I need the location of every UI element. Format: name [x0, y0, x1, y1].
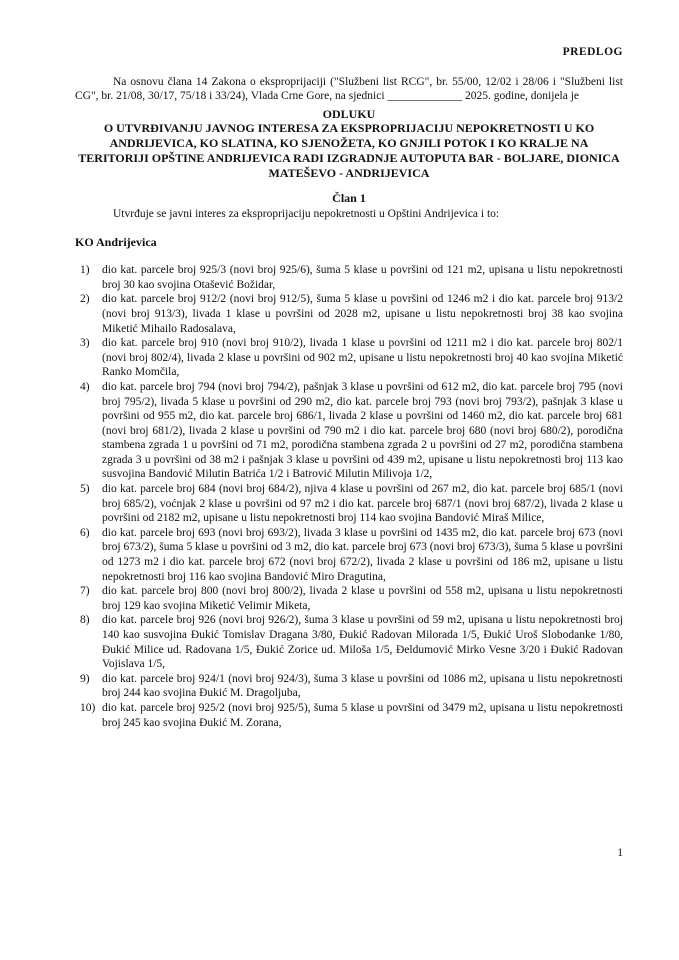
item-text: dio kat. parcele broj 924/1 (novi broj 924/3), šuma 3 klase u površini od 1086 m2, upisana u listu nepokretnosti broj 244 kao svojina Đukić M. Dragoljuba, [102, 672, 623, 700]
parcel-item [80, 584, 623, 613]
item-text: dio kat. parcele broj 684 (novi broj 684/2), njiva 4 klase u površini od 267 m2, dio kat. parcele broj 685/1 (novi broj 685/2), voćnjak 2 klase u površini od 97 m2 i dio kat. parcele broj 687/1 (novi broj 687/2), livada 2 klase u površini od 2182 m2, upisane u listu nepokretnosti broj 114 kao svojina Bandović Miraš Milice, [102, 483, 623, 525]
parcel-item [80, 613, 623, 671]
item-number: 8) [80, 614, 90, 627]
intro-paragraph: Na osnovu člana 14 Zakona o eksproprijaciji ("Službeni list RCG", br. 55/00, 12/02 i 28/06 i "Službeni list CG", br. 21/08, 30/17, 75/18 i 33/24), Vlada Crne Gore, na sjednici _____________ 2025. godine, donijela je [75, 75, 623, 103]
item-text: dio kat. parcele broj 794 (novi broj 794/2), pašnjak 3 klase u površini od 612 m2, dio kat. parcele broj 795 (novi broj 795/2), livada 5 klase u površini od 290 m2, dio kat. parcele broj 793 (novi broj 793/2), pašnjak 3 klase u površini od 955 m2, dio kat. parcele broj 686/1, livada 2 klase u površini od 1460 m2, dio kat. parcele broj 681 (novi broj 681/2), livada 2 klase u površini od 790 m2 i dio kat. parcele broj 680 (novi broj 680/2), porodična stambena zgrada 1 u površini od 71 m2, porodična stambena zgrada 2 u površini od 27 m2, porodična stambena zgrada 3 u površini od 38 m2 i pašnjak 3 klase u površini od 439 m2, upisane u listu nepokretnosti broj 113 kao susvojina Bandović Milutin Batrića 1/2 i Batrović Milutin Milivoja 1/2, [102, 380, 623, 481]
item-number: 10) [80, 701, 96, 714]
parcel-item [80, 380, 623, 482]
decision-title: ODLUKU [322, 106, 376, 121]
item-text: dio kat. parcele broj 910 (novi broj 910/2), livada 1 klase u površini od 1211 m2 i dio kat. parcele broj 802/1 (novi broj 802/4), livada 2 klase u površini od 902 m2, upisane u listu nepokretnosti broj 40 kao svojina Miketić Ranko Momčila, [102, 337, 623, 379]
parcel-item [80, 336, 623, 380]
parcel-item [80, 263, 623, 292]
parcel-item [80, 292, 623, 336]
item-text: dio kat. parcele broj 912/2 (novi broj 912/5), šuma 5 klase u površini od 1246 m2 i dio kat. parcele broj 913/2 (novi broj 913/3), livada 1 klase u površini od 2028 m2, upisane u listu nepokretnosti broj 38 kao svojina Miketić Mihailo Radosalava, [102, 293, 623, 335]
item-number: 9) [80, 672, 90, 685]
parcel-item [80, 482, 623, 526]
item-number: 1) [80, 264, 90, 277]
parcel-item [80, 701, 623, 730]
item-number: 2) [80, 293, 90, 306]
item-number: 7) [80, 585, 90, 598]
document-label: PREDLOG [562, 46, 623, 58]
parcel-list [75, 263, 623, 730]
item-number: 5) [80, 483, 90, 496]
page-number: 1 [617, 847, 623, 859]
item-text: dio kat. parcele broj 925/3 (novi broj 925/6), šuma 5 klase u površini od 121 m2, upisana u listu nepokretnosti broj 30 kao svojina Otašević Božidar, [102, 264, 623, 291]
item-text: dio kat. parcele broj 693 (novi broj 693/2), livada 3 klase u površini od 1435 m2, dio kat. parcele broj 673 (novi broj 673/2), šuma 5 klase u površini od 3 m2, dio kat. parcele broj 673 (novi broj 673/3), šuma 5 klase u površini od 1273 m2 i dio kat. parcele broj 672 (novi broj 672/2), livada 2 klase u površini od 186 m2, upisane u listu nepokretnosti broj 116 kao svojina Bandović Miro Dragutina, [102, 526, 623, 583]
parcel-item [80, 526, 623, 584]
parcel-item [80, 672, 623, 701]
item-text: dio kat. parcele broj 800 (novi broj 800/2), livada 2 klase u površini od 558 m2, upisana u listu nepokretnosti broj 129 kao svojina Miketić Velimir Miketa, [102, 585, 623, 612]
item-number: 3) [80, 337, 90, 350]
article-intro-paragraph: Utvrđuje se javni interes za eksproprijaciju nepokretnosti u Opštini Andrijevica i to: [113, 207, 500, 220]
decision-subtitle: O UTVRĐIVANJU JAVNOG INTERESA ZA EKSPROPRIJACIJU NEPOKRETNOSTI U KO ANDRIJEVICA, KO SLATINA, KO SJENOŽETA, KO GNJILI POTOK I KO KRALJE NA TERITORIJI OPŠTINE ANDRIJEVICA RADI IZGRADNJE AUTOPUTA BAR - BOLJARE, DIONICA MATEŠEVO - ANDRIJEVICA [78, 121, 620, 181]
item-text: dio kat. parcele broj 926 (novi broj 926/2), šuma 3 klase u površini od 59 m2, upisana u listu nepokretnosti broj 140 kao susvojina Đukić Tomislav Dragana 3/80, Đukić Radovan Milorada 1/5, Đukić Uroš Slobodanke 1/80, Đukić Milice ud. Radovana 1/5, Đukić Zorice ud. Miloša 1/5, Đeldumović Mirko Vesne 3/20 i Đukić Radovan Vojislava 1/5, [102, 614, 623, 671]
item-number: 4) [80, 380, 90, 393]
article-heading: Član 1 [332, 191, 366, 206]
item-text: dio kat. parcele broj 925/2 (novi broj 925/5), šuma 5 klase u površini od 3479 m2, upisana u listu nepokretnosti broj 245 kao svojina Đukić M. Zorana, [102, 701, 623, 729]
section-heading: KO Andrijevica [75, 234, 157, 249]
item-number: 6) [80, 526, 90, 539]
